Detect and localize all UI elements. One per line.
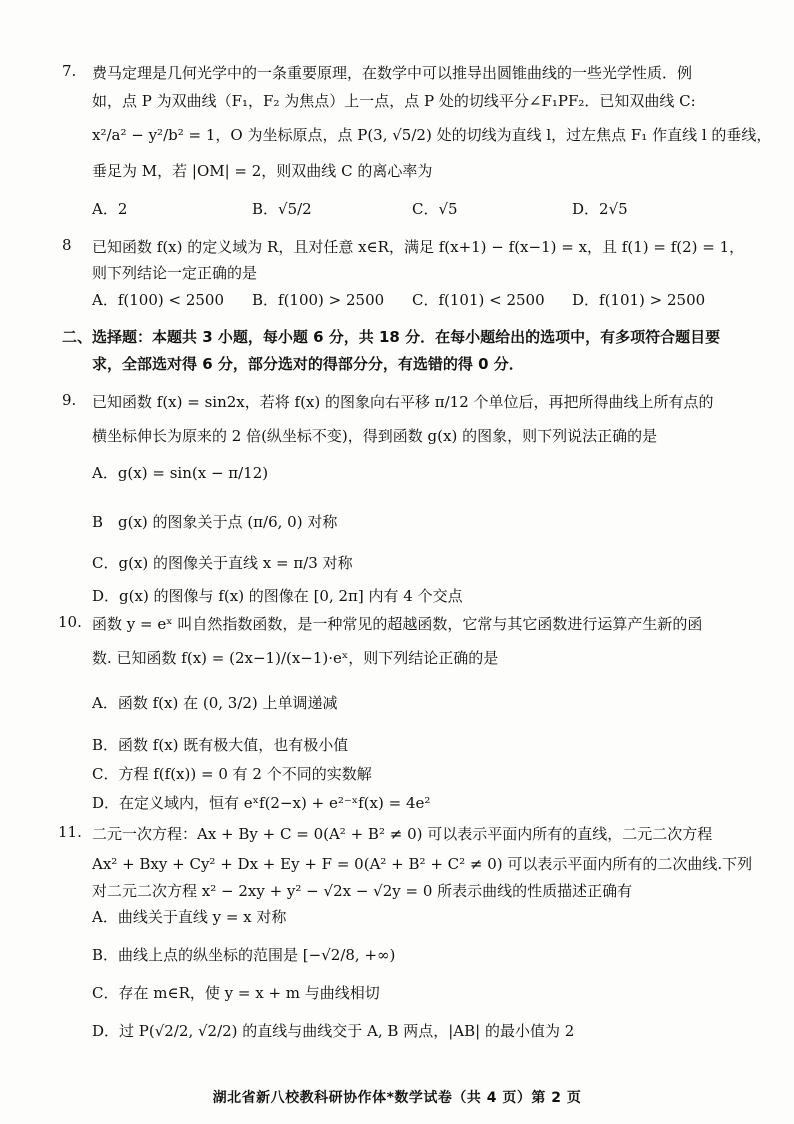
option-c: C．方程 f(f(x)) = 0 有 2 个不同的实数解 [92, 765, 372, 783]
section-text-line: 二、选择题：本题共 3 小题，每小题 6 分，共 18 分．在每小题给出的选项中，有多项符合题目要 [62, 328, 721, 346]
option-a: A．2 [92, 200, 128, 218]
section-text-line: 求，全部选对得 6 分，部分选对的得部分分，有选错的得 0 分． [92, 355, 524, 373]
option-c: C．存在 m∈R，使 y = x + m 与曲线相切 [92, 984, 380, 1002]
option-c: C．√5 [412, 200, 458, 218]
option-d: D．g(x) 的图像与 f(x) 的图像在 [0, 2π] 内有 4 个交点 [92, 587, 463, 605]
question-text-line: 已知函数 f(x) = sin2x，若将 f(x) 的图象向右平移 π/12 个单位后，再把所得曲线上所有点的 [92, 393, 714, 411]
option-d: D．在定义域内，恒有 eˣf(2−x) + e²⁻ˣf(x) = 4e² [92, 794, 431, 812]
question-text-line: 已知函数 f(x) 的定义域为 R，且对任意 x∈R，满足 f(x+1) − f(x−1) = x，且 f(1) = f(2) = 1， [92, 238, 745, 256]
question-text-line: 二元一次方程：Ax + By + C = 0(A² + B² ≠ 0) 可以表示平面内所有的直线，二元二次方程 [92, 825, 713, 843]
option-b: B．曲线上点的纵坐标的范围是 [−√2/8, +∞) [92, 946, 396, 964]
question-text-line: 横坐标伸长为原来的 2 倍(纵坐标不变)，得到函数 g(x) 的图象，则下列说法正确的是 [92, 427, 658, 445]
option-c: C．f(101) < 2500 [412, 291, 545, 309]
option-b: B g(x) 的图象关于点 (π/6, 0) 对称 [92, 513, 338, 531]
option-b: B．f(100) > 2500 [252, 291, 385, 309]
option-b: B．√5/2 [252, 200, 312, 218]
option-c: C．g(x) 的图像关于直线 x = π/3 对称 [92, 554, 353, 572]
option-d: D．2√5 [572, 200, 628, 218]
option-d: D．f(101) > 2500 [572, 291, 706, 309]
page-footer: 湖北省新八校教科研协作体*数学试卷（共 4 页）第 2 页 [212, 1090, 582, 1106]
question-text-line: 函数 y = eˣ 叫自然指数函数，是一种常见的超越函数，它常与其它函数进行运算产生新的函 [92, 615, 703, 633]
question-text-line: 如，点 P 为双曲线（F₁，F₂ 为焦点）上一点，点 P 处的切线平分∠F₁PF₂．已知双曲线 C: [92, 92, 696, 110]
question-number: 9. [62, 391, 77, 409]
question-text-line: 数. 已知函数 f(x) = (2x−1)/(x−1)·eˣ，则下列结论正确的是 [92, 649, 499, 667]
question-text-line: 则下列结论一定正确的是 [92, 264, 258, 282]
options-row [92, 198, 732, 219]
option-a: A．g(x) = sin(x − π/12) [92, 464, 269, 482]
question-text-line: 对二元二次方程 x² − 2xy + y² − √2x − √2y = 0 所表示曲线的性质描述正确有 [92, 882, 633, 900]
question-number: 8 [62, 236, 72, 254]
question-text-line: x²/a² − y²/b² = 1，O 为坐标原点，点 P(3, √5/2) 处的切线为直线 l，过左焦点 F₁ 作直线 l 的垂线， [92, 126, 772, 144]
question-number: 10. [58, 613, 82, 631]
option-b: B．函数 f(x) 既有极大值，也有极小值 [92, 736, 349, 754]
question-number: 7. [62, 62, 77, 80]
question-text-line: Ax² + Bxy + Cy² + Dx + Ey + F = 0(A² + B² + C² ≠ 0) 可以表示平面内所有的二次曲线.下列 [92, 855, 753, 873]
question-text-line: 垂足为 M，若 |OM| = 2，则双曲线 C 的离心率为 [92, 162, 433, 180]
options-row [92, 289, 732, 310]
question-text-line: 费马定理是几何光学中的一条重要原理，在数学中可以推导出圆锥曲线的一些光学性质．例 [92, 64, 693, 82]
option-a: A．曲线关于直线 y = x 对称 [92, 908, 287, 926]
question-number: 11. [58, 823, 82, 841]
option-a: A．函数 f(x) 在 (0, 3/2) 上单调递减 [92, 694, 338, 712]
option-d: D．过 P(√2/2, √2/2) 的直线与曲线交于 A, B 两点，|AB| 的最小值为 2 [92, 1022, 575, 1040]
option-a: A．f(100) < 2500 [92, 291, 224, 309]
